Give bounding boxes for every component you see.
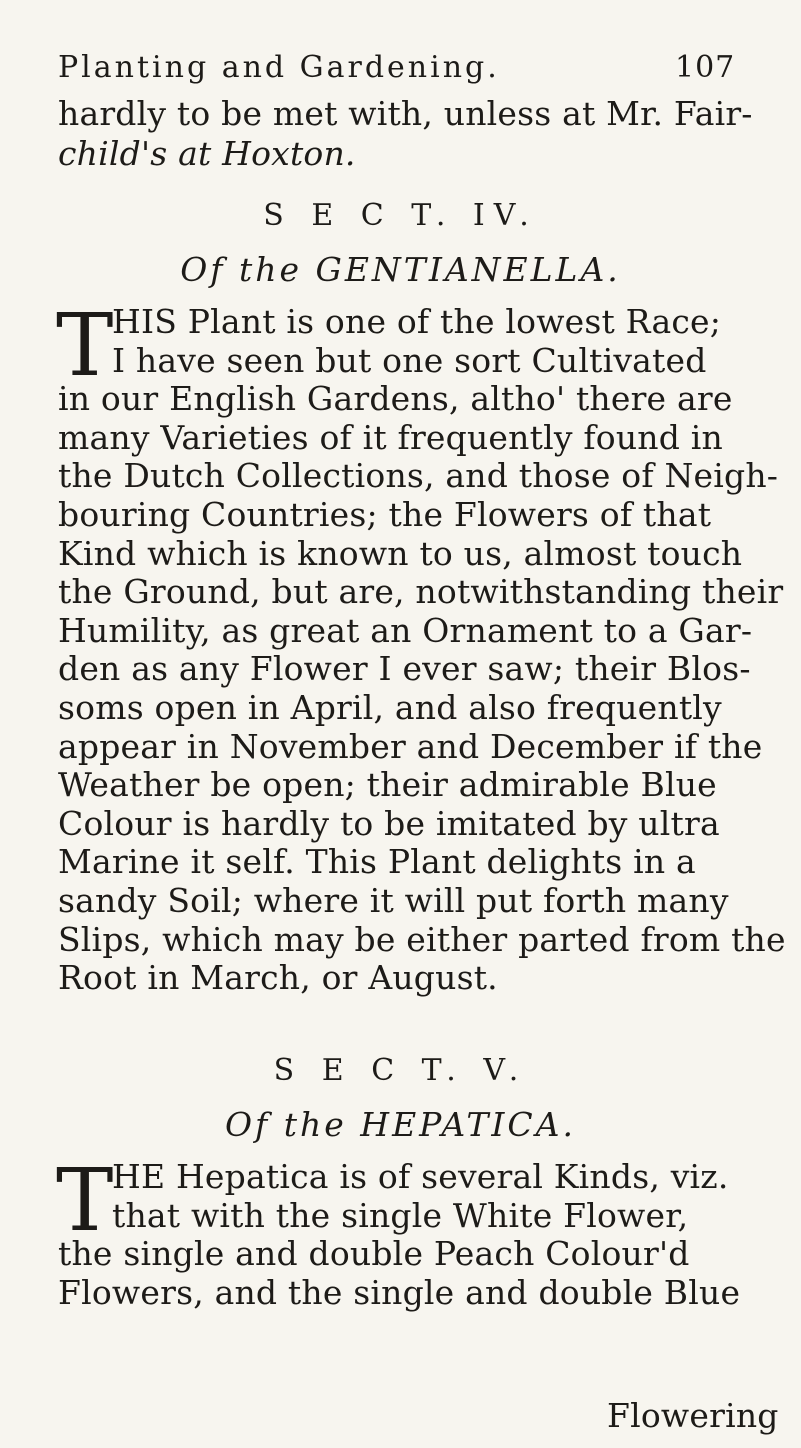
section-number: S E C T. V. — [273, 1053, 528, 1088]
section-title: Of the GENTIANELLA. — [180, 250, 621, 289]
text-line: Marine it self. This Plant delights in a — [58, 842, 696, 882]
text-line: sandy Soil; where it will put forth many — [58, 881, 729, 920]
continuation-line: hardly to be met with, unless at Mr. Fair- — [58, 94, 753, 133]
text-line: HIS Plant is one of the lowest Race; — [112, 302, 722, 341]
text-line: den as any Flower I ever saw; their Blos- — [58, 649, 751, 689]
text-line: Flowers, and the single and double Blue — [58, 1272, 741, 1312]
text-line: in our English Gardens, altho' there are — [58, 379, 733, 419]
drop-cap: T — [56, 296, 114, 396]
text-line: soms open in April, and also frequently — [58, 688, 722, 727]
text-line: I have seen but one sort Cultivated — [112, 340, 707, 380]
text-line: appear in November and December if the — [58, 726, 763, 766]
section-number: S E C T. IV. — [263, 198, 538, 233]
text-line: Kind which is known to us, almost touch — [58, 533, 743, 573]
text-line: Root in March, or August. — [58, 958, 498, 998]
text-line: the single and double Peach Colour'd — [58, 1234, 690, 1274]
text-line: bouring Countries; the Flowers of that — [58, 495, 712, 534]
text-line: the Dutch Collections, and those of Neigh- — [58, 456, 779, 496]
text-line: HE Hepatica is of several Kinds, viz. — [112, 1157, 729, 1196]
catchword: Flowering — [607, 1396, 779, 1435]
page-number: 107 — [675, 50, 736, 85]
section-title: Of the HEPATICA. — [225, 1105, 576, 1144]
text-line: Slips, which may be either parted from the — [58, 919, 786, 959]
drop-cap: T — [56, 1151, 114, 1251]
running-head — [58, 48, 736, 88]
text-line: many Varieties of it frequently found in — [58, 417, 723, 457]
text-line: that with the single White Flower, — [112, 1195, 689, 1235]
text-line: Colour is hardly to be imitated by ultra — [58, 803, 720, 843]
text-line: Humility, as great an Ornament to a Gar- — [58, 610, 753, 650]
text-line: Weather be open; their admirable Blue — [58, 765, 717, 805]
text-line: the Ground, but are, notwithstanding their — [58, 572, 784, 612]
continuation-line: child's at Hoxton. — [58, 134, 356, 173]
running-head-title: Planting and Gardening. — [58, 50, 500, 85]
